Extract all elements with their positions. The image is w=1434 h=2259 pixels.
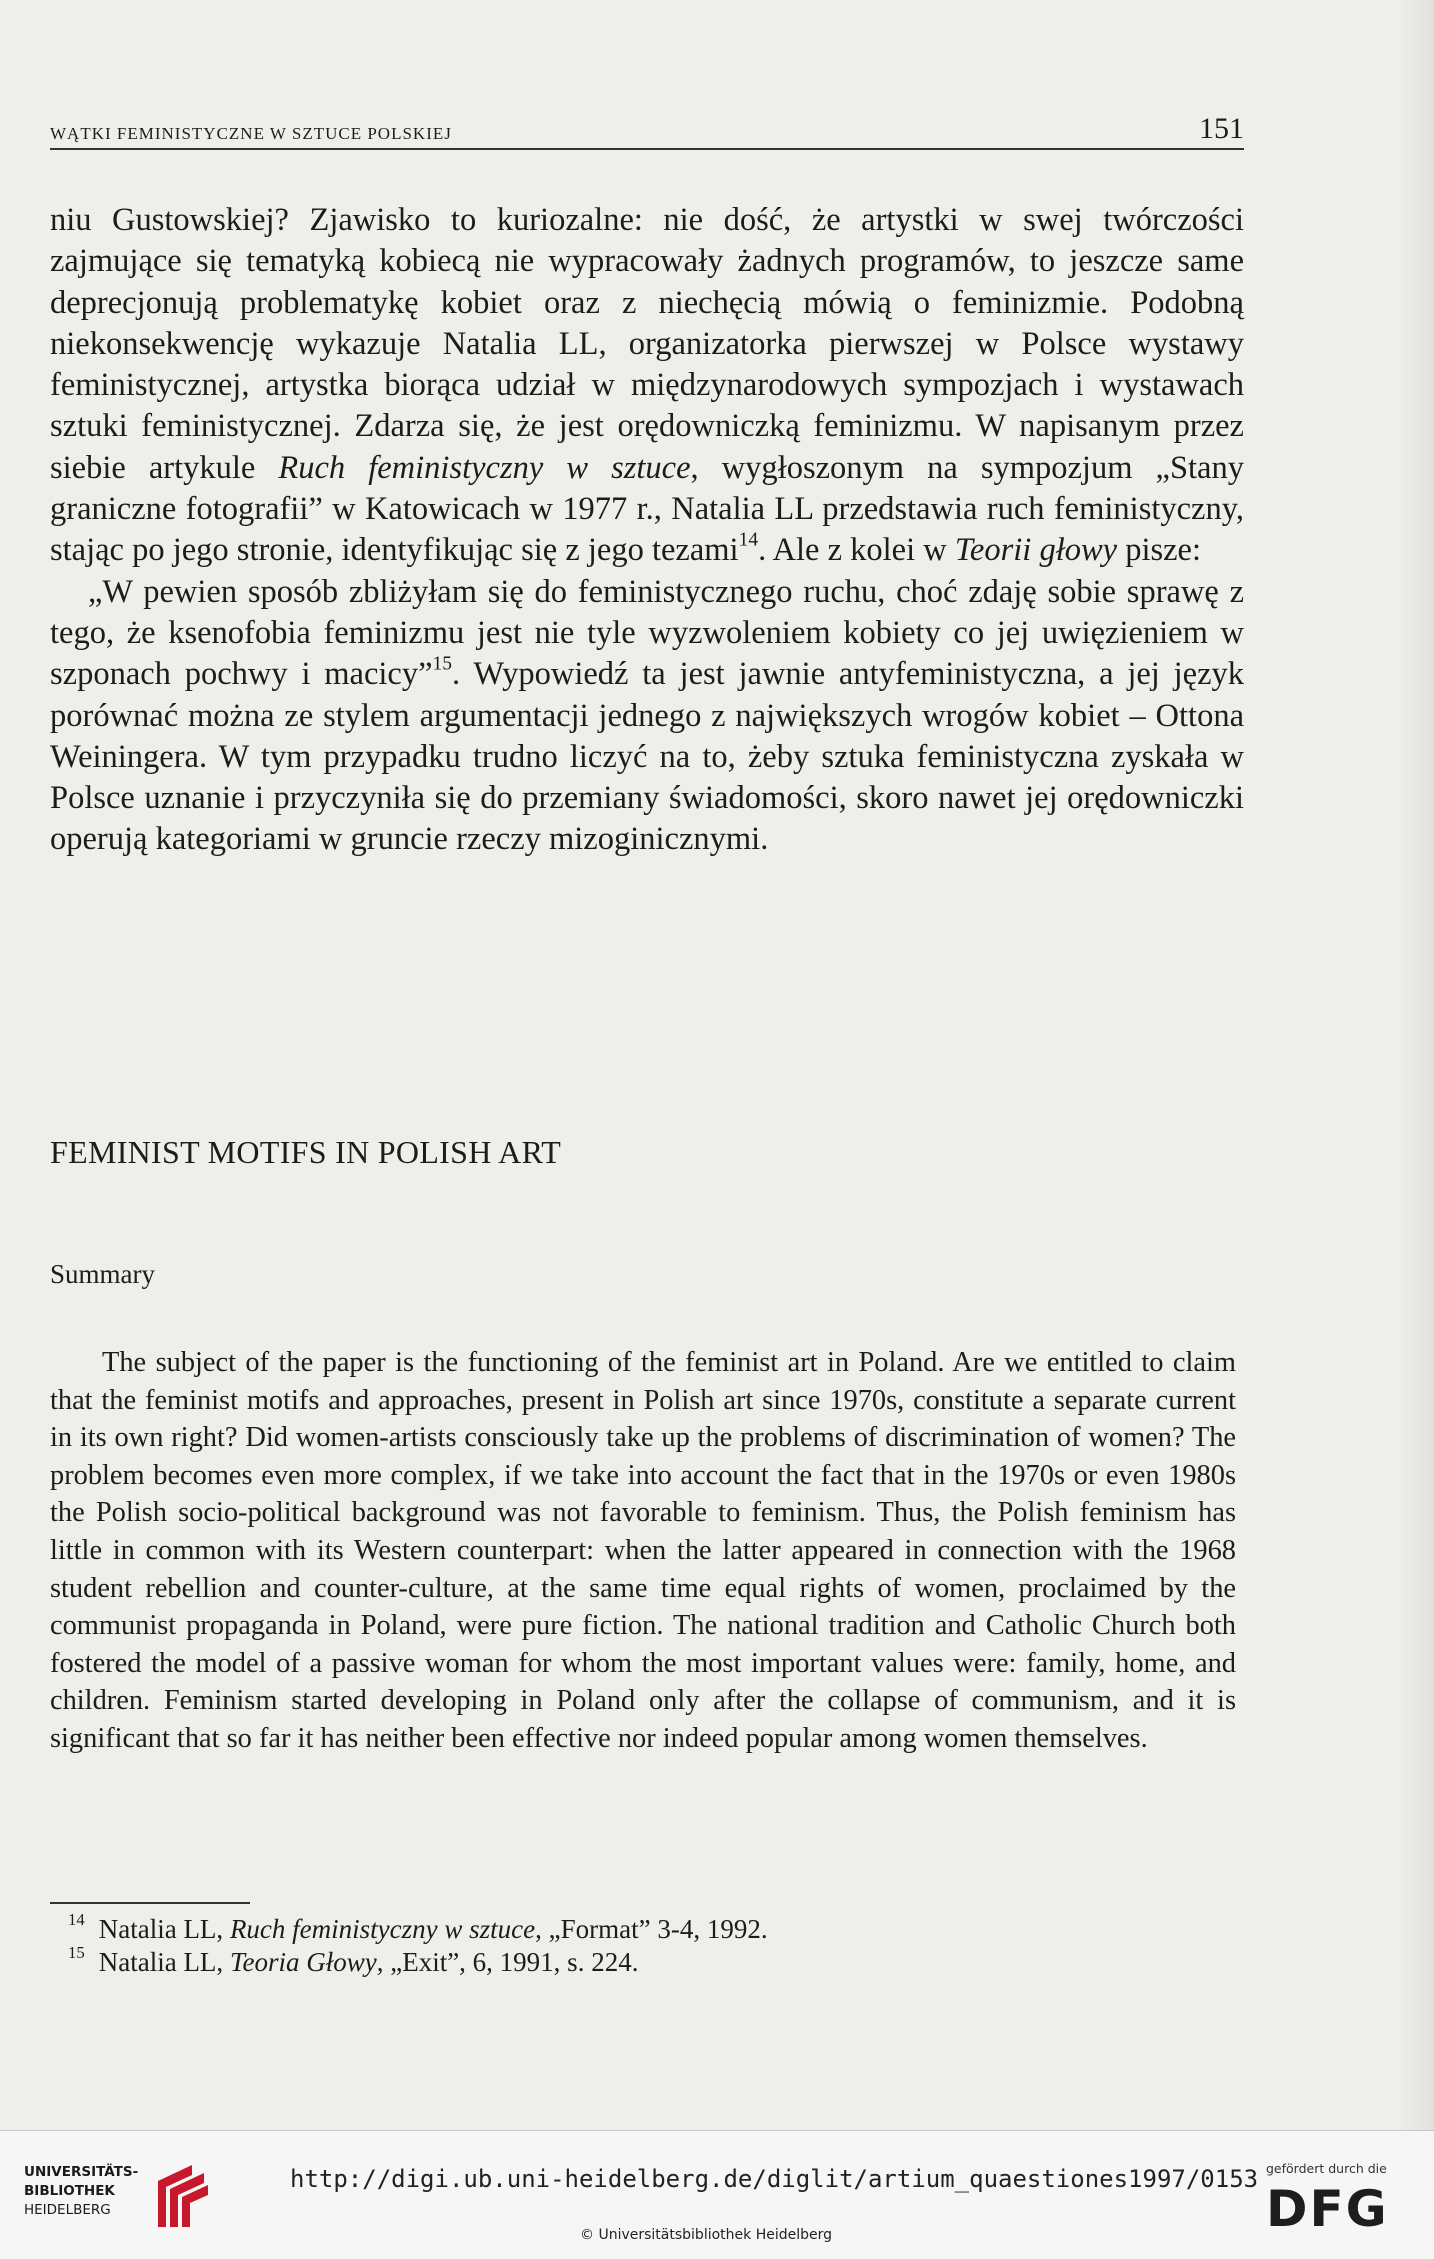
footnote-italic-title: Ruch feministyczny w sztuce	[229, 1914, 536, 1944]
footnote-14	[68, 1910, 1168, 1946]
summary-label: Summary	[50, 1259, 155, 1289]
p2-text-b: . Wypowiedź ta jest jawnie antyfeministyczna, a jej język porównać można ze stylem argumentacji jednego z największych wrogów kobiet – Ottona Weiningera. W tym przypadku trudno liczyć na to, żeby sztuka feministyczna zyskała w Polsce uznanie i przyczyniła się do przemiany świadomości, skoro nawet jej orędowniczki operują kategoriami w gruncie rzeczy mizoginicznymi.	[50, 656, 1245, 858]
logo-line-1: UNIVERSITÄTS-	[24, 2164, 139, 2180]
digitization-footer	[0, 2130, 1434, 2259]
logo-wordmark	[24, 2163, 138, 2220]
footnote-rule	[50, 1902, 250, 1904]
section-heading: FEMINIST MOTIFS IN POLISH ART	[50, 1134, 562, 1170]
library-building-icon	[152, 2163, 210, 2229]
body-paragraph-1	[50, 200, 1244, 572]
footnotes	[68, 1910, 1168, 1979]
footnote-15	[68, 1943, 1168, 1979]
p1-text-a: niu Gustowskiej? Zjawisko to kuriozalne: nie dość, że artystki w swej twórczości zajmujące się tematyką kobiecą nie wypracowały żadnych programów, to jeszcze same deprecjonują problematykę kobiet oraz z niechęcią mówią o feminizmie. Podobną niekonsekwencję wykazuje Natalia LL, organizatorka pierwszej w Polsce wystawy feministycznej, artystka biorąca udział w międzynarodowych sympozjach i wystawach sztuki feministycznej. Zdarza się, że jest orędowniczką feminizmu. W napisanym przez siebie artykule	[50, 202, 1244, 486]
university-library-logo[interactable]	[24, 2163, 224, 2243]
permalink-url[interactable]: http://digi.ub.uni-heidelberg.de/diglit/artium_quaestiones1997/0153	[290, 2165, 1259, 2193]
body-text	[50, 200, 1244, 861]
page-number: 151	[1199, 112, 1244, 145]
summary-text: The subject of the paper is the functioning of the feminist art in Poland. Are we entitled to claim that the feminist motifs and approaches, present in Polish art since 1970s, constitute a separate current in its own right? Did women-artists consciously take up the problems of discrimination of women? The problem becomes even more complex, if we take into account the fact that in the 1970s or even 1980s the Polish socio-political background was not favorable to feminism. Thus, the Polish feminism has little in common with its Western counterpart: when the latter appeared in connection with the 1968 student rebellion and counter-culture, at the same time equal rights of women, proclaimed by the communist propaganda in Poland, were pure fiction. The national tradition and Catholic Church both fostered the model of a passive woman for whom the most important values were: family, home, and children. Feminism started developing in Poland only after the collapse of communism, and it is significant that so far it has neither been effective nor indeed popular among women themselves.	[50, 1347, 1236, 1754]
p1-text-d: pisze:	[1117, 532, 1202, 569]
dfg-funding-logo[interactable]	[1266, 2161, 1406, 2236]
footnote-number: 14	[68, 1910, 85, 1930]
body-paragraph-2	[50, 572, 1244, 861]
dfg-caption: gefördert durch die	[1266, 2161, 1387, 2176]
p1-text-c: . Ale z kolei w	[758, 532, 955, 569]
footnote-text: Natalia LL,	[98, 1947, 230, 1977]
p2-text-a: „W pewien sposób zbliżyłam się do feministycznego ruchu, choć zdaję sobie sprawę z tego, że ksenofobia feminizmu jest nie tyle wyzwoleniem kobiety co jej uwięzieniem w szponach pochwy i macicy”	[50, 573, 1244, 693]
running-head	[50, 108, 1244, 150]
copyright-notice: © Universitätsbibliothek Heidelberg	[580, 2227, 833, 2243]
footnote-text: , „Exit”, 6, 1991, s. 224.	[376, 1947, 639, 1977]
p1-italic-title-b: Teorii głowy	[954, 532, 1118, 569]
running-title: WĄTKI FEMINISTYCZNE W SZTUCE POLSKIEJ	[50, 124, 452, 143]
p1-text-b: , wygłoszonym na sympozjum „Stany graniczne fotografii” w Katowicach w 1977 r., Natalia LL przedstawia ruch feministyczny, stając po jego stronie, identyfikując się z jego tezami	[50, 449, 1244, 569]
footnote-italic-title: Teoria Głowy	[229, 1947, 377, 1977]
footnote-ref-14: 14	[738, 529, 759, 551]
footnote-ref-15: 15	[432, 653, 453, 675]
footnote-number: 15	[68, 1943, 85, 1963]
footnote-text: , „Format” 3-4, 1992.	[535, 1914, 768, 1944]
p1-italic-title-a: Ruch feministyczny w sztuce	[278, 449, 691, 486]
logo-line-3: HEIDELBERG	[24, 2202, 111, 2218]
dfg-wordmark: DFG	[1266, 2180, 1389, 2238]
logo-line-2: BIBLIOTHEK	[24, 2183, 115, 2199]
footnote-text: Natalia LL,	[98, 1914, 230, 1944]
